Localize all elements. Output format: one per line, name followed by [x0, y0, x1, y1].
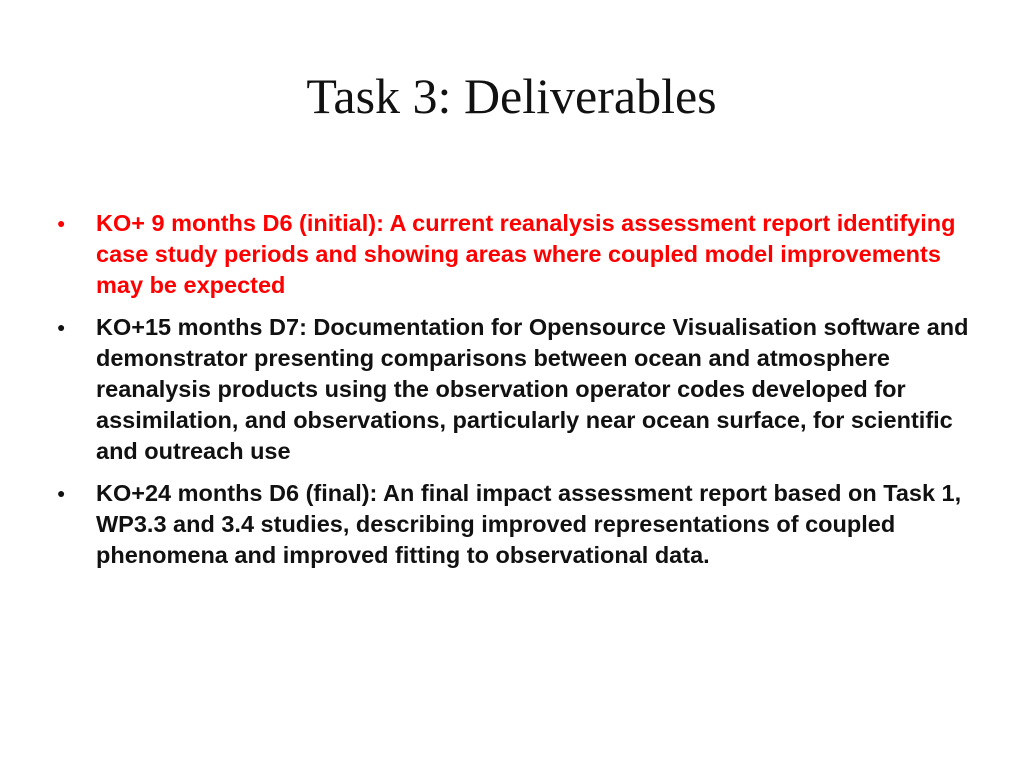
bullet-text: KO+ 9 months D6 (initial): A current reanalysis assessment report identifying case study periods and showing areas where coupled model improvements may be expected [96, 210, 956, 298]
list-item [54, 312, 972, 467]
list-item [54, 478, 972, 571]
list-item [54, 208, 972, 301]
bullet-text: KO+24 months D6 (final): An final impact assessment report based on Task 1, WP3.3 and 3.4 studies, describing improved representations of coupled phenomena and improved fitting to observational data. [96, 480, 962, 568]
bullet-icon: ● [57, 485, 66, 501]
bullet-text: KO+15 months D7: Documentation for Opensource Visualisation software and demonstrator presenting comparisons between ocean and atmosphere reanalysis products using the observation operator codes developed for assimilation, and observations, particularly near ocean surface, for scientific and outreach use [96, 314, 969, 464]
deliverables-list [54, 208, 972, 582]
bullet-icon: ● [57, 319, 66, 335]
slide-title: Task 3: Deliverables [306, 68, 717, 124]
bullet-icon: ● [57, 215, 66, 231]
